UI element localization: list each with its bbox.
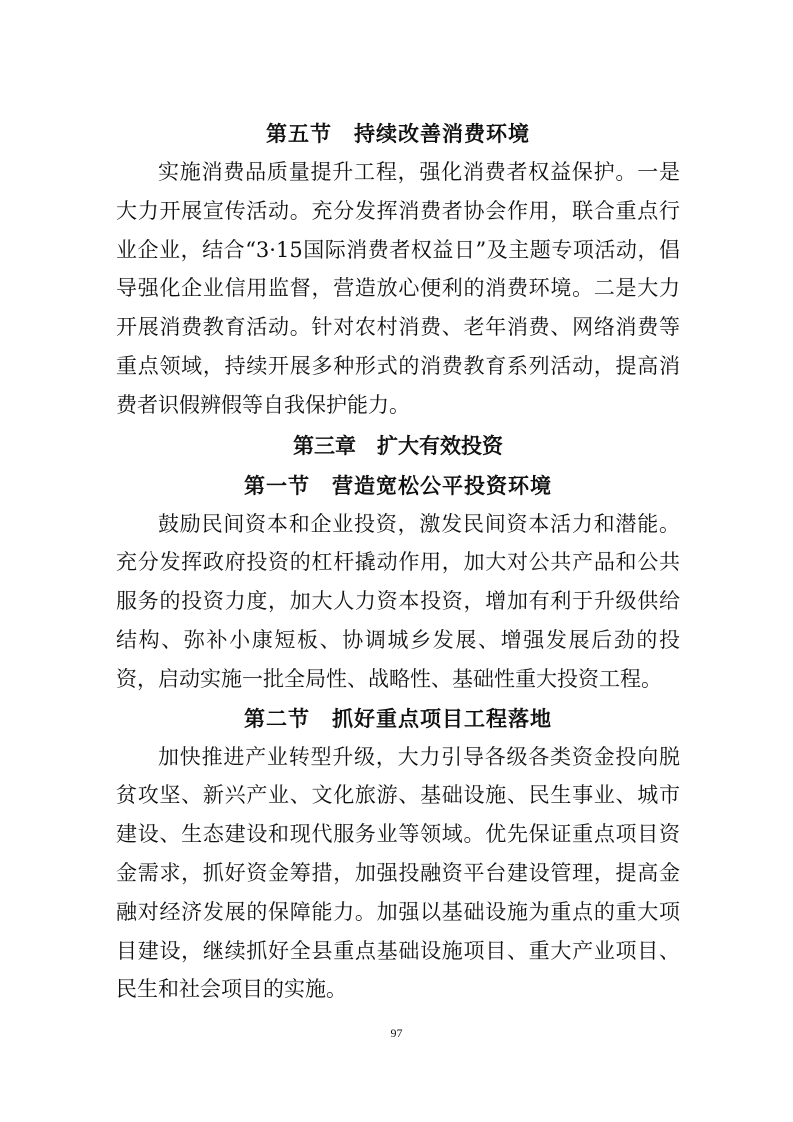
section-1-paragraph: 鼓励民间资本和企业投资，激发民间资本活力和潜能。充分发挥政府投资的杠杆撬动作用，加大对公共产品和公共服务的投资力度，加大人力资本投资，增加有利于升级供给结构、弥补小康短板、协调城乡发展、增强发展后劲的投资，启动实施一批全局性、战略性、基础性重大投资工程。 [116,511,680,691]
section-2-paragraph: 加快推进产业转型升级，大力引导各级各类资金投向脱贫攻坚、新兴产业、文化旅游、基础设施、民生事业、城市建设、生态建设和现代服务业等领域。优先保证重点项目资金需求，抓好资金筹措，加强投融资平台建设管理，提高金融对经济发展的保障能力。加强以基础设施为重点的重大项目建设，继续抓好全县重点基础设施项目、重大产业项目、民生和社会项目的实施。 [116,744,680,1002]
chapter-heading-3: 第三章 扩大有效投资 [293,433,503,458]
section-heading-2: 第二节 抓好重点项目工程落地 [244,705,552,731]
section-heading-5: 第五节 持续改善消费环境 [266,121,530,146]
section-heading-1: 第一节 营造宽松公平投资环境 [244,472,552,498]
page-number: 97 [390,1026,403,1040]
page-content [116,114,680,1009]
section-5-paragraph: 实施消费品质量提升工程，强化消费者权益保护。一是大力开展宣传活动。充分发挥消费者协会作用，联合重点行业企业，结合“3·15国际消费者权益日”及主题专项活动，倡导强化企业信用监督，营造放心便利的消费环境。二是大力开展消费教育活动。针对农村消费、老年消费、网络消费等重点领域，持续开展多种形式的消费教育系列活动，提高消费者识假辨假等自我保护能力。 [116,160,680,417]
